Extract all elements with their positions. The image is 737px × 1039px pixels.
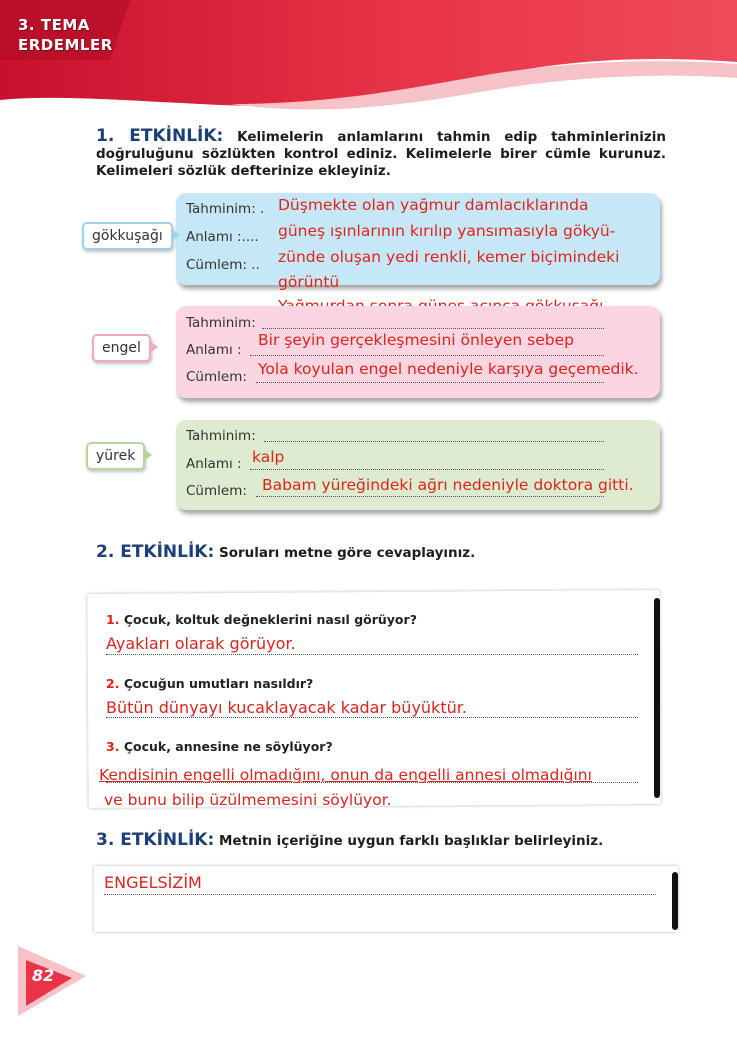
paper-edge-shadow	[654, 598, 660, 798]
word-tag-yurek: yürek	[86, 442, 145, 470]
anlam-answer-1-line1: Düşmekte olan yağmur damlacıklarında	[278, 196, 589, 214]
cumle-label-3: Cümlem:	[186, 483, 247, 499]
theme-name: ERDEMLER	[18, 36, 113, 54]
activity1-heading	[96, 128, 666, 180]
anlam-answer-1-line2: güneş ışınlarının kırılıp yansımasıyla gökyü-	[278, 222, 616, 240]
cumle-label-1: Cümlem: ..	[186, 257, 260, 273]
question-2-number: 2.	[106, 676, 120, 691]
question-1	[106, 612, 417, 627]
activity2-label: 2. ETKİNLİK:	[96, 542, 215, 562]
anlam-answer-1-line4: görüntü	[278, 273, 340, 291]
tahmin-label-3: Tahminim:	[186, 428, 256, 444]
anlam-line-2	[250, 355, 604, 356]
activity2-heading	[96, 544, 656, 562]
word-tag-gokkusagi: gökkuşağı	[82, 222, 173, 250]
anlam-label-2: Anlamı :	[186, 342, 242, 358]
answer-line-2	[106, 717, 638, 718]
tahmin-label-2: Tahminim:	[186, 315, 256, 331]
answer-3-line2: ve bunu bilip üzülmemesini söylüyor.	[104, 791, 392, 809]
titles-paper-shadow	[672, 872, 678, 930]
tahmin-label-1: Tahminim: .	[186, 201, 265, 217]
question-1-text: Çocuk, koltuk değneklerini nasıl görüyor?	[123, 612, 417, 627]
anlam-label-1: Anlamı :....	[186, 229, 259, 245]
anlam-answer-2: Bir şeyin gerçekleşmesini önleyen sebep	[258, 331, 574, 349]
page-number-badge	[12, 940, 92, 1020]
answer-2: Bütün dünyayı kucaklayacak kadar büyüktür.	[106, 698, 467, 717]
anlam-answer-3: kalp	[252, 448, 285, 466]
cumle-answer-3: Babam yüreğindeki ağrı nedeniyle doktora gitti.	[262, 476, 634, 494]
titles-line	[104, 894, 656, 895]
cumle-answer-2: Yola koyulan engel nedeniyle karşıya geçemedik.	[258, 360, 639, 378]
answer-line-1	[106, 654, 638, 655]
question-3-number: 3.	[106, 739, 120, 754]
question-2-text: Çocuğun umutları nasıldır?	[123, 676, 314, 691]
activity1-label: 1. ETKİNLİK:	[96, 126, 224, 146]
tahmin-line-2	[262, 328, 604, 329]
activity3-label: 3. ETKİNLİK:	[96, 830, 215, 850]
anlam-answer-1-line3: zünde oluşan yedi renkli, kemer biçimindeki	[278, 248, 620, 266]
activity3-heading	[96, 832, 656, 850]
question-2	[106, 676, 313, 691]
cumle-line-3	[256, 496, 604, 497]
anlam-line-3	[250, 469, 604, 470]
activity3-instruction: Metnin içeriğine uygun farklı başlıklar belirleyiniz.	[218, 833, 604, 849]
anlam-label-3: Anlamı :	[186, 456, 242, 472]
activity2-instruction: Soruları metne göre cevaplayınız.	[218, 545, 476, 561]
banner-graphic	[0, 0, 737, 120]
theme-number: 3. TEMA	[18, 16, 90, 34]
answer-1: Ayakları olarak görüyor.	[106, 634, 296, 653]
page-number: 82	[32, 966, 55, 985]
tahmin-line-3	[264, 441, 604, 442]
header-banner	[0, 0, 737, 120]
titles-answer: ENGELSİZİM	[104, 873, 202, 892]
cumle-label-2: Cümlem:	[186, 369, 247, 385]
question-3	[106, 739, 333, 754]
answer-3-line1: Kendisinin engelli olmadığını, onun da engelli annesi olmadığını	[99, 766, 592, 784]
word-tag-engel: engel	[92, 334, 151, 362]
question-3-text: Çocuk, annesine ne söylüyor?	[123, 739, 333, 754]
question-1-number: 1.	[106, 612, 120, 627]
cumle-line-2	[256, 382, 604, 383]
activity1-instruction: Kelimelerin anlamlarını tahmin edip tahminlerinizin doğruluğunu sözlükten kontrol ediniz. Kelimelerle birer cümle kurunuz. Kelimeleri sözlük defterinize ekleyiniz.	[96, 129, 666, 179]
